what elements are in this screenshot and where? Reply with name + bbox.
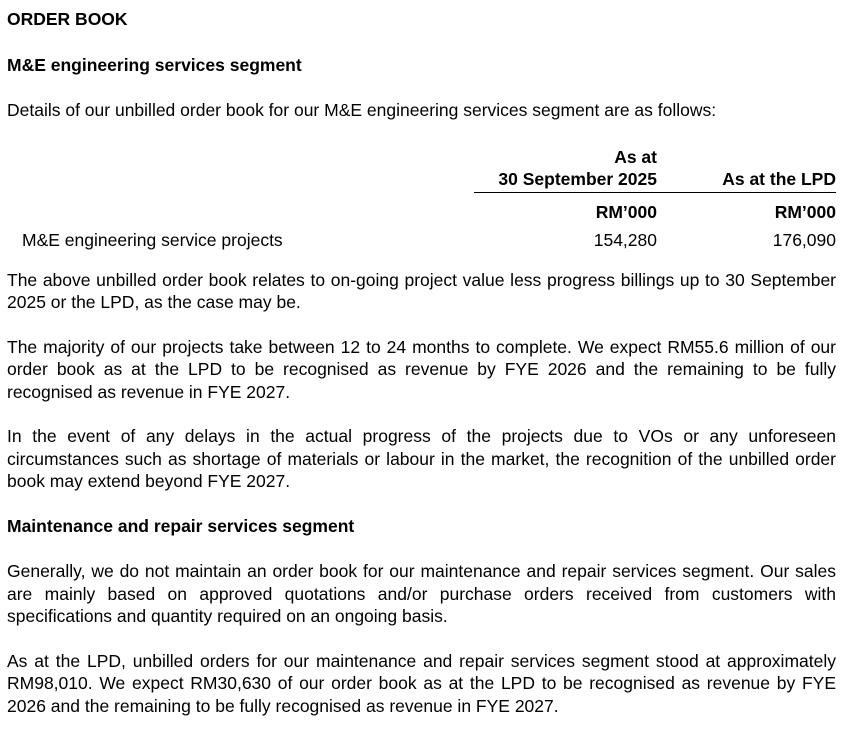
row-value-lpd: 176,090 — [772, 230, 836, 250]
maintenance-segment-heading: Maintenance and repair services segment — [7, 515, 355, 536]
column-header-sep-2025 — [474, 146, 657, 193]
unit-label-a: RM’000 — [595, 202, 657, 222]
maintenance-paragraph-1: Generally, we do not maintain an order book for our maintenance and repair services segment. Our sales are mainly based on approved quotations and/or purchase orders received from customers with specifications and quantity required on an ongoing basis. — [7, 561, 836, 626]
me-paragraph-2: The majority of our projects take between 12 to 24 months to complete. We expect RM55.6 million of our order book as at the LPD to be recognised as revenue by FYE 2026 and the remaining to be fully recognised as revenue in FYE 2027. — [7, 336, 836, 402]
me-segment-heading: M&E engineering services segment — [7, 54, 302, 75]
column-header-line1: As at — [614, 146, 657, 167]
me-paragraph-1: The above unbilled order book relates to on-going project value less progress billings up to 30 September 2025 or the LPD, as the case may be. — [7, 269, 836, 312]
column-header-line2: 30 September 2025 — [498, 169, 657, 189]
me-segment-intro: Details of our unbilled order book for our M&E engineering services segment are as follows: — [7, 100, 717, 120]
row-value-sep-2025: 154,280 — [593, 230, 657, 250]
me-paragraph-3: In the event of any delays in the actual progress of the projects due to VOs or any unforeseen circumstances such as shortage of materials or labour in the market, the recognition of the unbilled order book may extend beyond FYE 2027. — [7, 426, 836, 491]
section-title: ORDER BOOK — [7, 9, 128, 29]
order-book-table — [7, 146, 836, 252]
row-label: M&E engineering service projects — [22, 230, 283, 250]
table-row — [7, 224, 836, 252]
unit-label-b: RM’000 — [774, 202, 836, 222]
maintenance-paragraph-2: As at the LPD, unbilled orders for our maintenance and repair services segment stood at approximately RM98,010. We expect RM30,630 of our order book as at the LPD to be recognised as revenue by FYE 2026 and the remaining to be fully recognised as revenue in FYE 2027. — [7, 650, 836, 716]
column-header-lpd: As at the LPD — [657, 146, 836, 193]
document-page — [7, 8, 836, 717]
